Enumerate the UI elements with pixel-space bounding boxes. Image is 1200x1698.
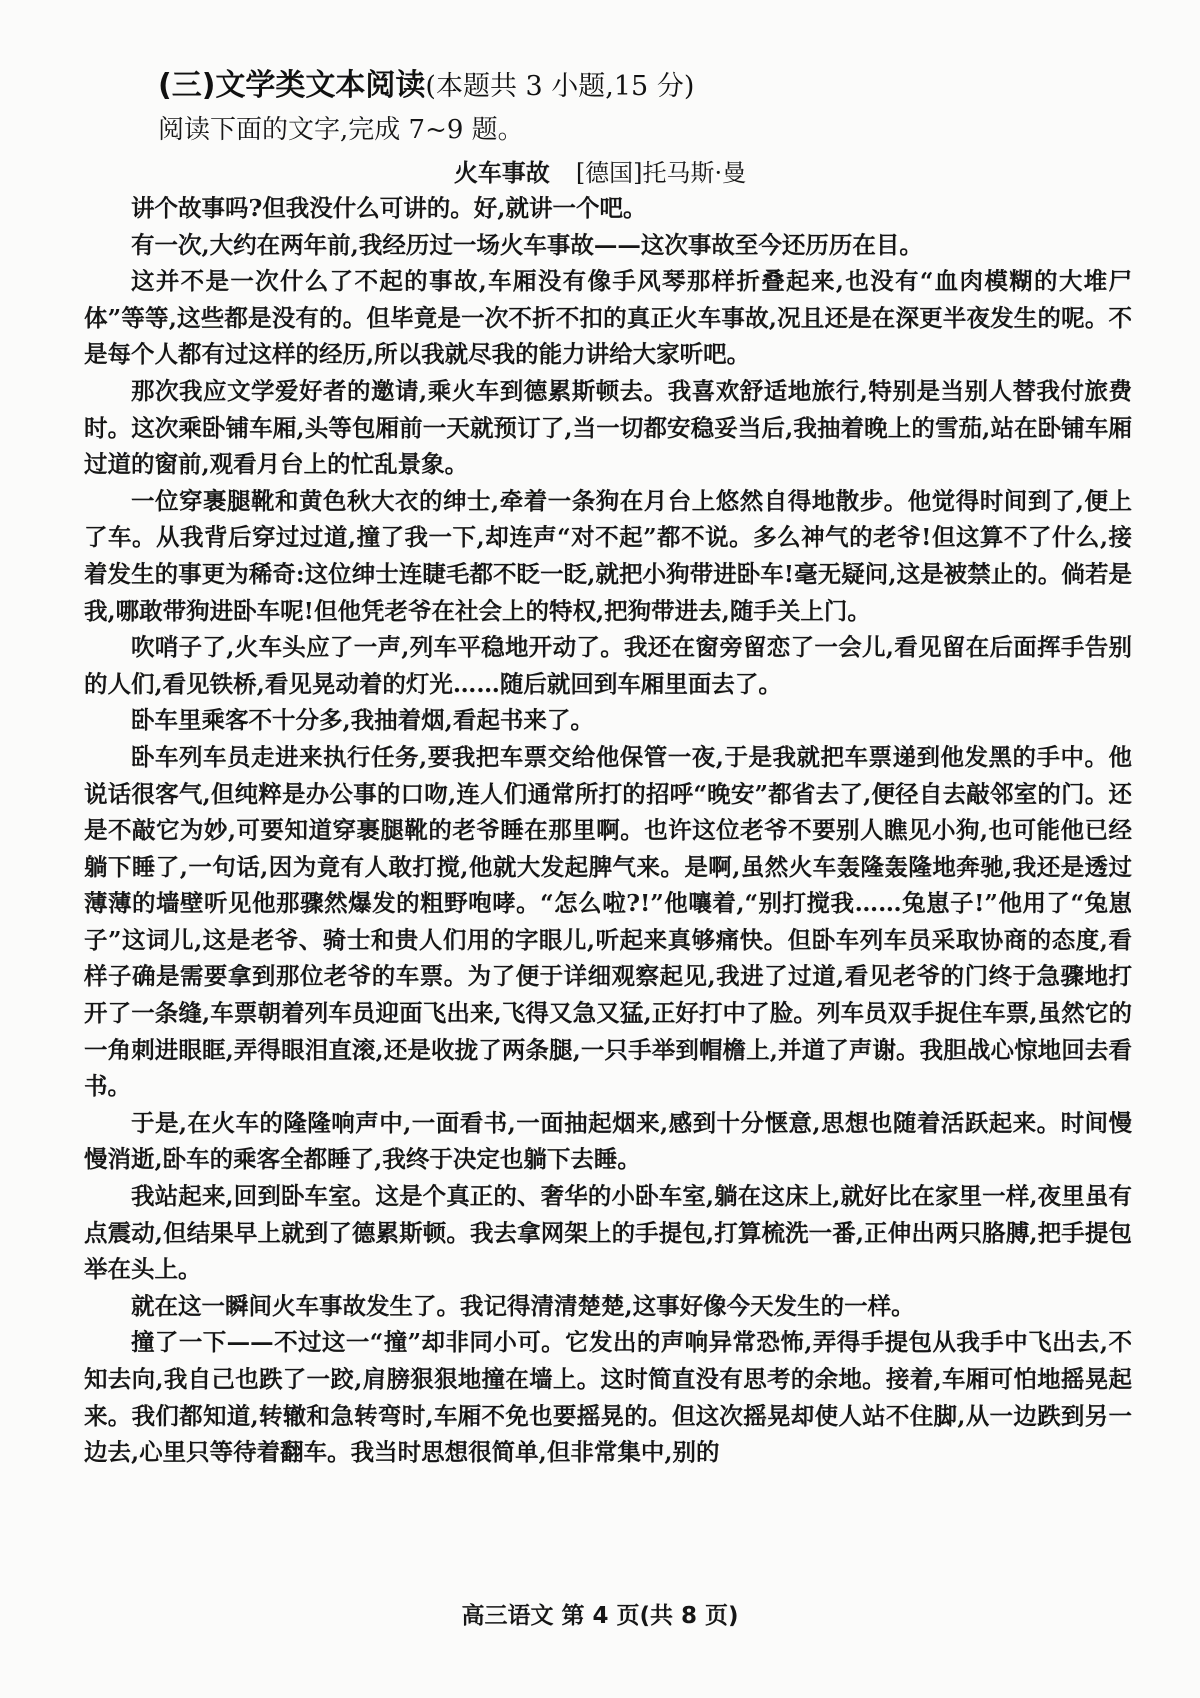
paragraph: 于是,在火车的隆隆响声中,一面看书,一面抽起烟来,感到十分惬意,思想也随着活跃起来。时间慢慢消逝,卧车的乘客全都睡了,我终于决定也躺下去睡。 [84,1108,1132,1174]
reading-instruction: 阅读下面的文字,完成 7~9 题。 [158,115,524,145]
paragraph: 那次我应文学爱好者的邀请,乘火车到德累斯顿去。我喜欢舒适地旅行,特别是当别人替我付旅费时。这次乘卧铺车厢,头等包厢前一天就预订了,当一切都安稳妥当后,我抽着晚上的雪茄,站在卧铺车厢过道的窗前,观看月台上的忙乱景象。 [84,376,1132,479]
paragraph: 卧车里乘客不十分多,我抽着烟,看起书来了。 [131,706,594,735]
story-title: 火车事故 [453,159,550,187]
paragraph: 吹哨子了,火车头应了一声,列车平稳地开动了。我还在窗旁留恋了一会儿,看见留在后面挥手告别的人们,看见铁桥,看见晃动着的灯光……随后就回到车厢里面去了。 [84,633,1132,698]
paragraph: 撞了一下——不过这一“撞”却非同小可。它发出的声响异常恐怖,弄得手提包从我手中飞出去,不知去向,我自己也跌了一跤,肩膀狠狠地撞在墙上。这时简直没有思考的余地。接着,车厢可怕地摇晃起来。我们都知道,转辙和急转弯时,车厢不免也要摇晃的。但这次摇晃却使人站不住脚,从一边跌到另一边去,心里只等待着翻车。我当时思想很简单,但非常集中,别的 [84,1328,1132,1467]
section-heading [158,66,694,107]
story-body [84,190,1132,1471]
story-author: [德国]托马斯·曼 [575,159,747,187]
section-score-note: (本题共 3 小题,15 分) [425,71,695,102]
page-footer: 高三语文 第 4 页(共 8 页) [461,1603,739,1629]
paragraph: 卧车列车员走进来执行任务,要我把车票交给他保管一夜,于是我就把车票递到他发黑的手中。他说话很客气,但纯粹是办公事的口吻,连人们通常所打的招呼“晚安”都省去了,便径自去敲邻室的门。还是不敲它为妙,可要知道穿裹腿靴的老爷睡在那里啊。也许这位老爷不要别人瞧见小狗,也可能他已经躺下睡了,一句话,因为竟有人敢打搅,他就大发起脾气来。是啊,虽然火车轰隆轰隆地奔驰,我还是透过薄薄的墙壁听见他那骤然爆发的粗野咆哮。“怎么啦?!”他嚷着,“别打搅我……兔崽子!”他用了“兔崽子”这词儿,这是老爷、骑士和贵人们用的字眼儿,听起来真够痛快。但卧车列车员采取协商的态度,看样子确是需要拿到那位老爷的车票。为了便于详细观察起见,我进了过道,看见老爷的门终于急骤地打开了一条缝,车票朝着列车员迎面飞出来,飞得又急又猛,正好打中了脸。列车员双手捉住车票,虽然它的一角刺进眼眶,弄得眼泪直滚,还是收拢了两条腿,一只手举到帽檐上,并道了声谢。我胆战心惊地回去看书。 [84,742,1132,1101]
paragraph: 我站起来,回到卧车室。这是个真正的、奢华的小卧车室,躺在这床上,就好比在家里一样,夜里虽有点震动,但结果早上就到了德累斯顿。我去拿网架上的手提包,打算梳洗一番,正伸出两只胳膊,把手提包举在头上。 [84,1182,1132,1284]
paragraph: 讲个故事吗?但我没什么可讲的。好,就讲一个吧。 [131,194,647,222]
story-title-line [0,156,1200,190]
paragraph: 有一次,大约在两年前,我经历过一场火车事故——这次事故至今还历历在目。 [131,230,923,259]
section-part-label: (三)文学类文本阅读 [158,68,426,103]
paragraph: 一位穿裹腿靴和黄色秋大衣的绅士,牵着一条狗在月台上悠然自得地散步。他觉得时间到了,便上了车。从我背后穿过过道,撞了我一下,却连声“对不起”都不说。多么神气的老爷!但这算不了什么,接着发生的事更为稀奇:这位绅士连睫毛都不眨一眨,就把小狗带进卧车!毫无疑问,这是被禁止的。倘若是我,哪敢带狗进卧车呢!但他凭老爷在社会上的特权,把狗带进去,随手关上门。 [84,486,1132,625]
paragraph: 这并不是一次什么了不起的事故,车厢没有像手风琴那样折叠起来,也没有“血肉模糊的大堆尸体”等等,这些都是没有的。但毕竟是一次不折不扣的真正火车事故,况且还是在深更半夜发生的呢。不是每个人都有过这样的经历,所以我就尽我的能力讲给大家听吧。 [84,267,1132,369]
paragraph: 就在这一瞬间火车事故发生了。我记得清清楚楚,这事好像今天发生的一样。 [131,1291,915,1320]
